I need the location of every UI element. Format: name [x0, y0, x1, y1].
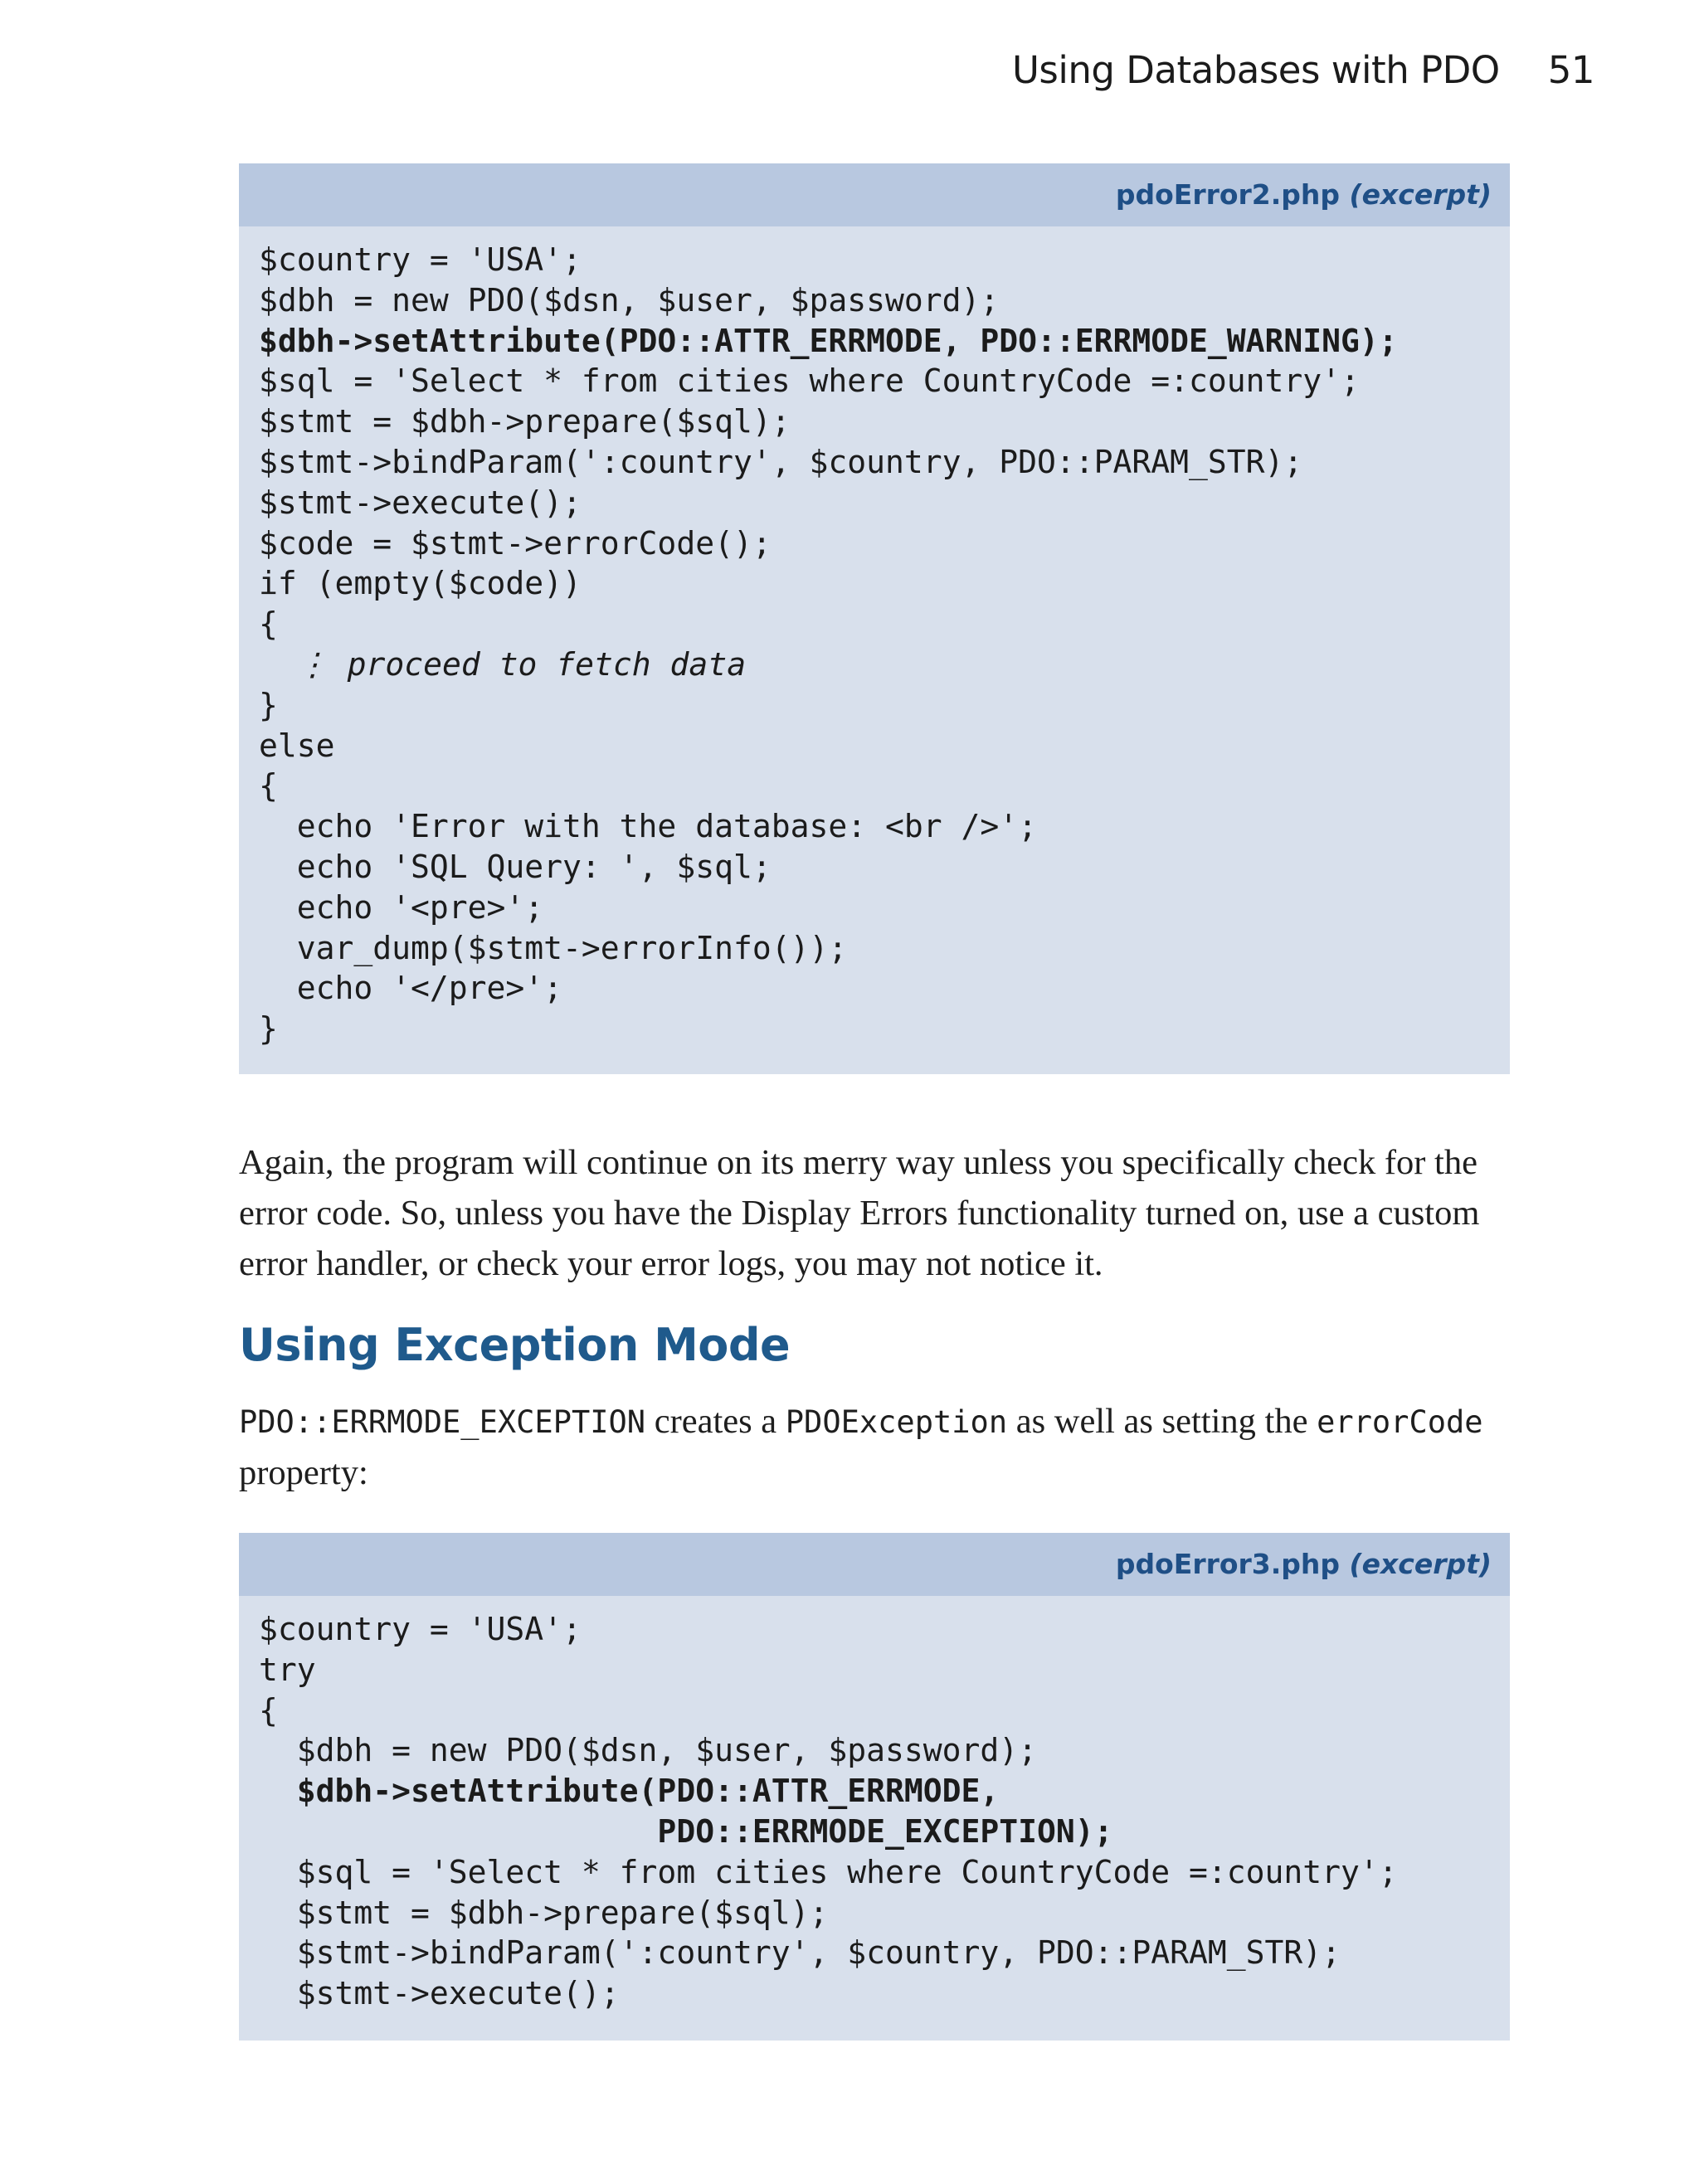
code-line: echo 'SQL Query: ', $sql;: [259, 848, 772, 885]
code-listing-excerpt-label: (excerpt): [1349, 178, 1492, 211]
code-line: {: [259, 606, 278, 643]
code-line: $stmt = $dbh->prepare($sql);: [259, 403, 791, 440]
code-line: ⋮ proceed to fetch data: [259, 645, 747, 683]
code-line: $country = 'USA';: [259, 1611, 582, 1647]
code-line: if (empty($code)): [259, 565, 582, 602]
running-head: [0, 48, 1594, 92]
code-listing-filename: pdoError3.php: [1115, 1548, 1341, 1580]
code-line: var_dump($stmt->errorInfo());: [259, 929, 848, 966]
code-line: echo 'Error with the database: <br />';: [259, 808, 1037, 845]
code-line: $sql = 'Select * from cities where CountryCode =:country';: [259, 362, 1360, 400]
code-line: $code = $stmt->errorCode();: [259, 524, 772, 562]
code-line: {: [259, 1691, 278, 1729]
code-line: $dbh = new PDO($dsn, $user, $password);: [259, 281, 1000, 319]
code-listing-header: [239, 163, 1510, 226]
running-head-title: Using Databases with PDO: [1012, 48, 1500, 92]
code-line: else: [259, 727, 335, 764]
code-listing-filename: pdoError2.php: [1115, 178, 1341, 211]
code-listing-excerpt-label: (excerpt): [1349, 1548, 1492, 1580]
code-listing-pdoerror3: [239, 1533, 1510, 2041]
code-listing-pdoerror2: [239, 163, 1510, 1074]
paragraph-text: property:: [239, 1453, 368, 1492]
code-line: }: [259, 1010, 278, 1048]
section-heading: Using Exception Mode: [239, 1319, 791, 1371]
code-listing-header: [239, 1533, 1510, 1596]
code-line: echo '</pre>';: [259, 970, 563, 1007]
page-number: 51: [1547, 48, 1594, 92]
code-line: $dbh->setAttribute(PDO::ATTR_ERRMODE, PDO::ERRMODE_WARNING);: [259, 322, 1398, 359]
body-paragraph: Again, the program will continue on its merry way unless you specifically check for the error code. So, unless you have the Display Errors functionality turned on, use a custom error handler, or check your error logs, you may not notice it.: [239, 1143, 1480, 1283]
code-line: PDO::ERRMODE_EXCEPTION);: [259, 1812, 1113, 1850]
code-line: $stmt->execute();: [259, 484, 582, 521]
code-listing-body: [239, 1596, 1510, 2031]
paragraph-text: creates a: [645, 1402, 786, 1441]
inline-code: PDOException: [785, 1404, 1008, 1440]
code-line: }: [259, 686, 278, 723]
code-line: try: [259, 1651, 316, 1688]
code-line: echo '<pre>';: [259, 888, 544, 926]
code-line: $sql = 'Select * from cities where CountryCode =:country';: [259, 1853, 1398, 1890]
code-line: $stmt->bindParam(':country', $country, PDO::PARAM_STR);: [259, 1934, 1341, 1972]
inline-code: PDO::ERRMODE_EXCEPTION: [239, 1404, 646, 1440]
code-line: $country = 'USA';: [259, 241, 582, 278]
body-paragraph-exception-mode: [239, 1396, 1516, 1498]
code-line: $dbh->setAttribute(PDO::ATTR_ERRMODE,: [259, 1773, 1000, 1810]
code-line: $stmt = $dbh->prepare($sql);: [259, 1894, 829, 1931]
code-line: $stmt->bindParam(':country', $country, PDO::PARAM_STR);: [259, 443, 1303, 480]
code-line: $dbh = new PDO($dsn, $user, $password);: [259, 1732, 1037, 1769]
code-listing-body: [239, 226, 1510, 1066]
inline-code: errorCode: [1317, 1404, 1483, 1440]
code-line: {: [259, 767, 278, 805]
paragraph-text: as well as setting the: [1007, 1402, 1317, 1441]
code-line: $stmt->execute();: [259, 1975, 620, 2012]
